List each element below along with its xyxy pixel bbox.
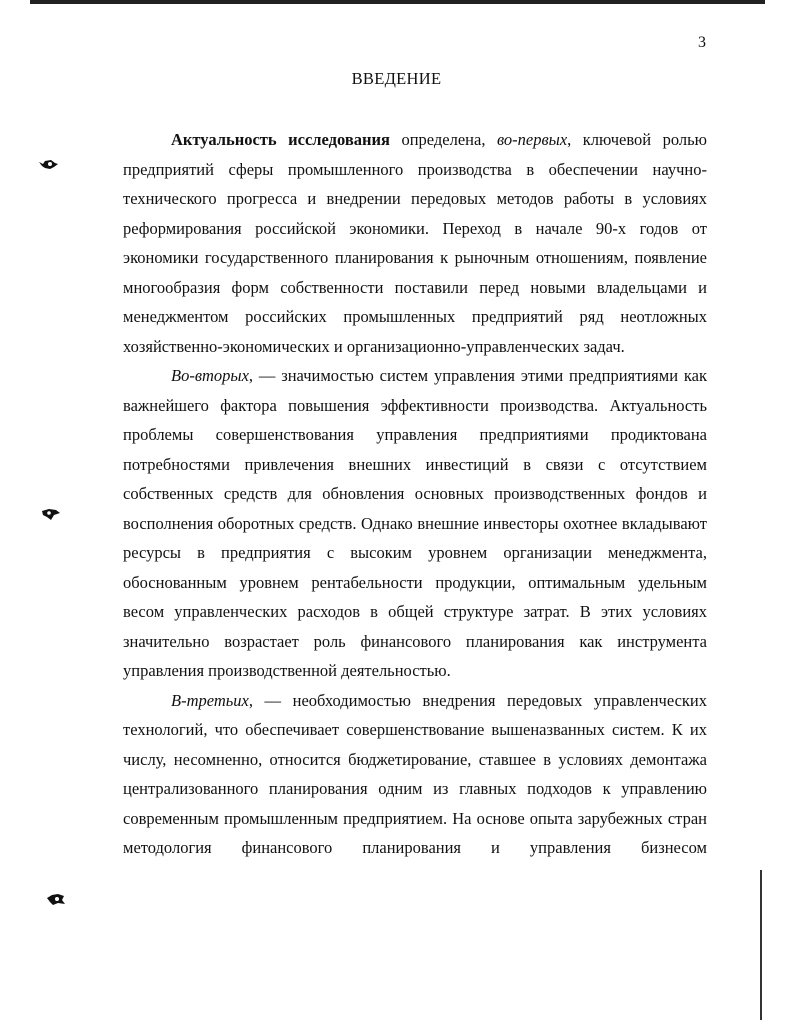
scan-right-edge — [760, 870, 762, 1020]
scan-speck-mark — [40, 508, 62, 522]
paragraph-3-italic: В-третьих — [171, 690, 249, 710]
paragraph-1-text: , ключевой ролью предприятий сферы промышленного производства в обеспечении научно-технического прогресса и внедрении передовых методов работы в условиях реформирования российской экономики. Переход в начале 90-х годов от экономики государственного планирования к рыночным отношениям, появление многообразия форм собственности поставили перед новыми владельцами и менеджментом российских промышленных предприятий ряд неотложных хозяйственно-экономических и организационно-управленческих задач. — [123, 130, 707, 356]
page-number: 3 — [698, 34, 706, 51]
paragraph-1-lead: Актуальность исследования — [171, 130, 390, 149]
paragraph-3-text: , — необходимостью внедрения передовых управленческих технологий, что обеспечивает совершенствование вышеназванных систем. К их числу, несомненно, относится бюджетирование, ставшее в условиях демонтажа централизованного планирования одним из главных подходов к управлению современным промышленным предприятием. На основе опыта зарубежных стран методология финансового планирования и управления бизнесом — [123, 690, 707, 857]
page-title: ВВЕДЕНИЕ — [351, 69, 442, 88]
scan-speck-mark — [46, 893, 68, 907]
paragraph-2-text: , — значимостью систем управления этими предприятиями как важнейшего фактора повышения эффективности производства. Актуальность проблемы совершенствования управления предприятиями продиктована потребностями привлечения внешних инвестиций в связи с отсутствием собственных средств для обновления основных производственных фондов и восполнения оборотных средств. Однако внешние инвесторы охотнее вкладывают ресурсы в предприятия с высоким уровнем организации менеджмента, обоснованным уровнем рентабельности продукции, оптимальным удельным весом управленческих расходов в общей структуре затрат. В этих условиях значительно возрастает роль финансового планирования как инструмента управления производственной деятельностью. — [123, 366, 707, 680]
paragraph-2 — [123, 361, 707, 686]
scan-speck-mark — [38, 158, 60, 172]
paragraph-1-connector: определена, — [389, 130, 497, 149]
scan-top-border — [30, 0, 765, 4]
paragraph-2-italic: Во-вторых — [171, 366, 249, 385]
paragraph-1-italic: во-первых — [496, 130, 568, 149]
paragraph-1 — [123, 125, 707, 361]
body-text — [123, 125, 707, 863]
paragraph-3 — [123, 686, 707, 863]
